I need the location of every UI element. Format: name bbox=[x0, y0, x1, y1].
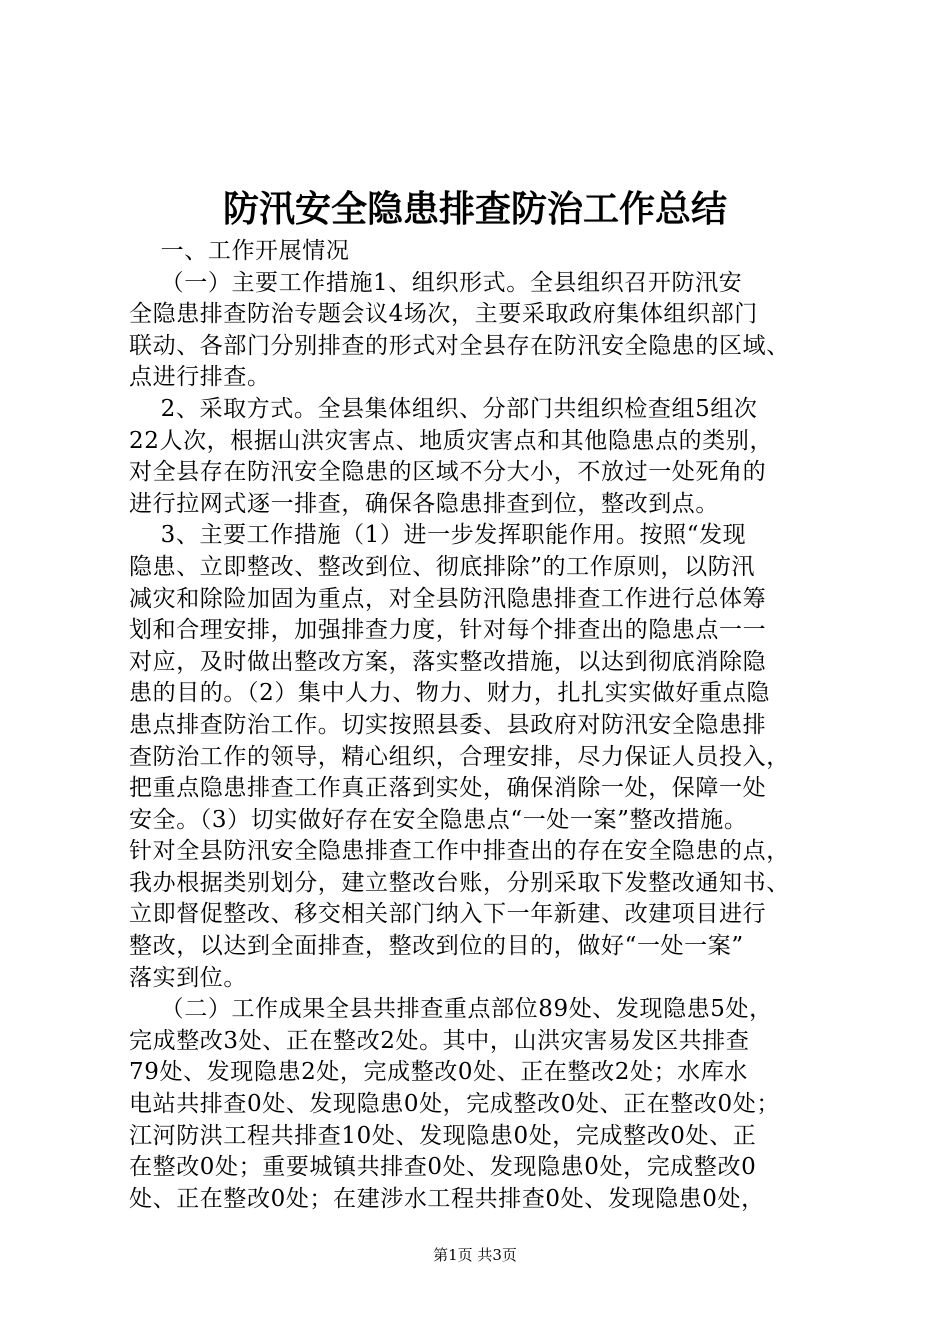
text-line: 完成整改3处、正在整改2处。其中，山洪灾害易发区共排查 bbox=[129, 1027, 750, 1054]
text-line: （一）主要工作措施1、组织形式。全县组织召开防汛安 bbox=[129, 269, 743, 296]
text-line: 在整改0处；重要城镇共排查0处、发现隐患0处，完成整改0 bbox=[129, 1154, 757, 1181]
document-title: 防汛安全隐患排查防治工作总结 bbox=[222, 188, 727, 230]
text-line: 整改，以达到全面排查，整改到位的目的，做好“一处一案” bbox=[129, 933, 744, 960]
text-line: 一、工作开展情况 bbox=[129, 238, 350, 264]
text-line: （二）工作成果全县共排查重点部位89处、发现隐患5处， bbox=[129, 996, 773, 1023]
text-line: 划和合理安排，加强排查力度，针对每个排查出的隐患点一一 bbox=[129, 617, 767, 644]
text-line: 处、正在整改0处；在建涉水工程共排查0处、发现隐患0处， bbox=[129, 1185, 765, 1212]
text-line: 点进行排查。 bbox=[129, 364, 271, 391]
text-line: 安全。（3）切实做好存在安全隐患点“一处一案”整改措施。 bbox=[129, 806, 748, 833]
text-line: 3、主要工作措施（1）进一步发挥职能作用。按照“发现 bbox=[129, 522, 747, 549]
text-line: 对应，及时做出整改方案，落实整改措施，以达到彻底消除隐 bbox=[129, 648, 767, 675]
text-line: 针对全县防汛安全隐患排查工作中排查出的存在安全隐患的点， bbox=[129, 838, 790, 865]
text-line: 把重点隐患排查工作真正落到实处，确保消除一处，保障一处 bbox=[129, 775, 767, 802]
text-line: 全隐患排查防治专题会议4场次，主要采取政府集体组织部门 bbox=[129, 301, 758, 328]
text-line: 查防治工作的领导，精心组织，合理安排，尽力保证人员投入， bbox=[129, 743, 790, 770]
text-line: 电站共排查0处、发现隐患0处，完成整改0处、正在整改0处； bbox=[129, 1091, 780, 1118]
text-line: 79处、发现隐患2处，完成整改0处、正在整改2处；水库水 bbox=[129, 1059, 748, 1086]
text-line: 我办根据类别划分，建立整改台账，分别采取下发整改通知书、 bbox=[129, 869, 790, 896]
text-line: 22人次，根据山洪灾害点、地质灾害点和其他隐患点的类别， bbox=[129, 427, 774, 454]
text-line: 落实到位。 bbox=[129, 964, 247, 991]
text-line: 联动、各部门分别排查的形式对全县存在防汛安全隐患的区域、 bbox=[129, 332, 790, 359]
text-line: 患的目的。（2）集中人力、物力、财力，扎扎实实做好重点隐 bbox=[129, 680, 770, 707]
text-line: 对全县存在防汛安全隐患的区域不分大小，不放过一处死角的 bbox=[129, 459, 767, 486]
document-body bbox=[129, 236, 829, 1215]
text-line: 进行拉网式逐一排查，确保各隐患排查到位，整改到点。 bbox=[129, 490, 719, 517]
text-line: 江河防洪工程共排查10处、发现隐患0处，完成整改0处、正 bbox=[129, 1122, 757, 1149]
text-line: 患点排查防治工作。切实按照县委、县政府对防汛安全隐患排 bbox=[129, 711, 767, 738]
text-line: 减灾和除险加固为重点，对全县防汛隐患排查工作进行总体筹 bbox=[129, 585, 767, 612]
text-line: 2、采取方式。全县集体组织、分部门共组织检查组5组次 bbox=[129, 395, 758, 422]
text-line: 立即督促整改、移交相关部门纳入下一年新建、改建项目进行 bbox=[129, 901, 767, 928]
page-footer: 第1页 共3页 bbox=[433, 1246, 517, 1264]
text-line: 隐患、立即整改、整改到位、彻底排除”的工作原则，以防汛 bbox=[129, 553, 755, 580]
